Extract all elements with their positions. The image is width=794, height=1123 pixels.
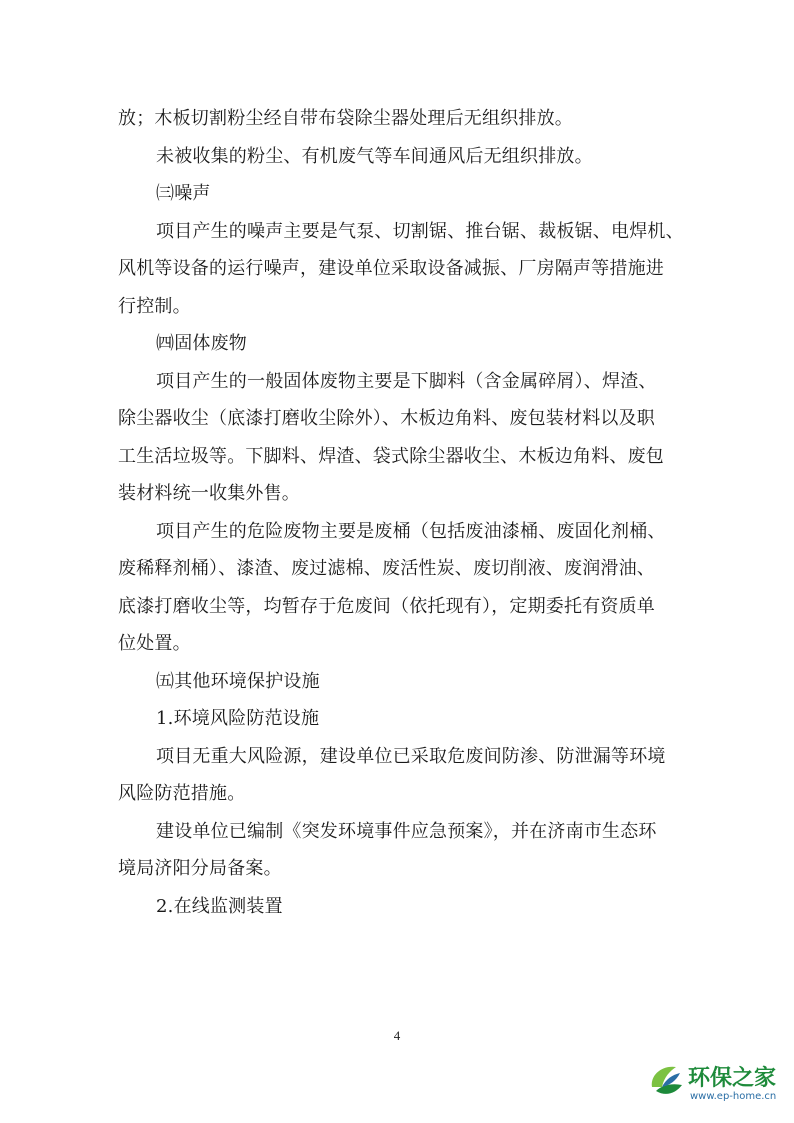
text-line-11: 装材料统一收集外售。 (118, 483, 300, 504)
watermark-name: 环保之家 (688, 1066, 777, 1091)
text-line-12: 项目产生的危险废物主要是废桶（包括废油漆桶、废固化剂桶、 (156, 520, 666, 542)
text-line-21: 境局济阳分局备案。 (118, 858, 282, 879)
page-number: 4 (393, 1028, 401, 1043)
document-body (118, 100, 684, 925)
text-line-18: 项目无重大风险源，建设单位已采取危废间防渗、防泄漏等环境 (156, 745, 666, 767)
watermark (646, 1059, 786, 1115)
text-line-20: 建设单位已编制《突发环境事件应急预案》，并在济南市生态环 (156, 820, 657, 842)
text-line-14: 底漆打磨收尘等，均暂存于危废间（依托现有），定期委托有资质单 (118, 595, 655, 617)
text-line-1: 放；木板切割粉尘经自带布袋除尘器处理后无组织排放。 (118, 108, 573, 129)
text-line-8: 项目产生的一般固体废物主要是下脚料（含金属碎屑）、焊渣、 (156, 370, 657, 392)
leaf-swirl-logo-icon (646, 1061, 686, 1101)
text-line-13: 废稀释剂桶）、漆渣、废过滤棉、废活性炭、废切削液、废润滑油、 (118, 558, 655, 579)
subheading-risk-prevention: 1.环境风险防范设施 (156, 708, 320, 729)
text-line-10: 工生活垃圾等。下脚料、焊渣、袋式除尘器收尘、木板边角料、废包 (118, 445, 664, 467)
section-heading-solid-waste: ㈣固体废物 (156, 333, 247, 354)
section-heading-other-facilities: ㈤其他环境保护设施 (156, 670, 320, 692)
text-line-4: 项目产生的噪声主要是气泵、切割锯、推台锯、裁板锯、电焊机、 (156, 220, 684, 242)
text-line-5: 风机等设备的运行噪声，建设单位采取设备减振、厂房隔声等措施进 (118, 258, 664, 279)
text-line-6: 行控制。 (118, 295, 191, 317)
watermark-url: www.ep-home.cn (690, 1091, 777, 1102)
text-line-2: 未被收集的粉尘、有机废气等车间通风后无组织排放。 (156, 145, 593, 167)
section-heading-noise: ㈢噪声 (156, 183, 211, 204)
text-line-9: 除尘器收尘（底漆打磨收尘除外）、木板边角料、废包装材料以及职 (118, 408, 655, 429)
subheading-online-monitoring: 2.在线监测装置 (156, 895, 283, 917)
text-line-15: 位处置。 (118, 633, 191, 654)
text-line-19: 风险防范措施。 (118, 783, 246, 804)
